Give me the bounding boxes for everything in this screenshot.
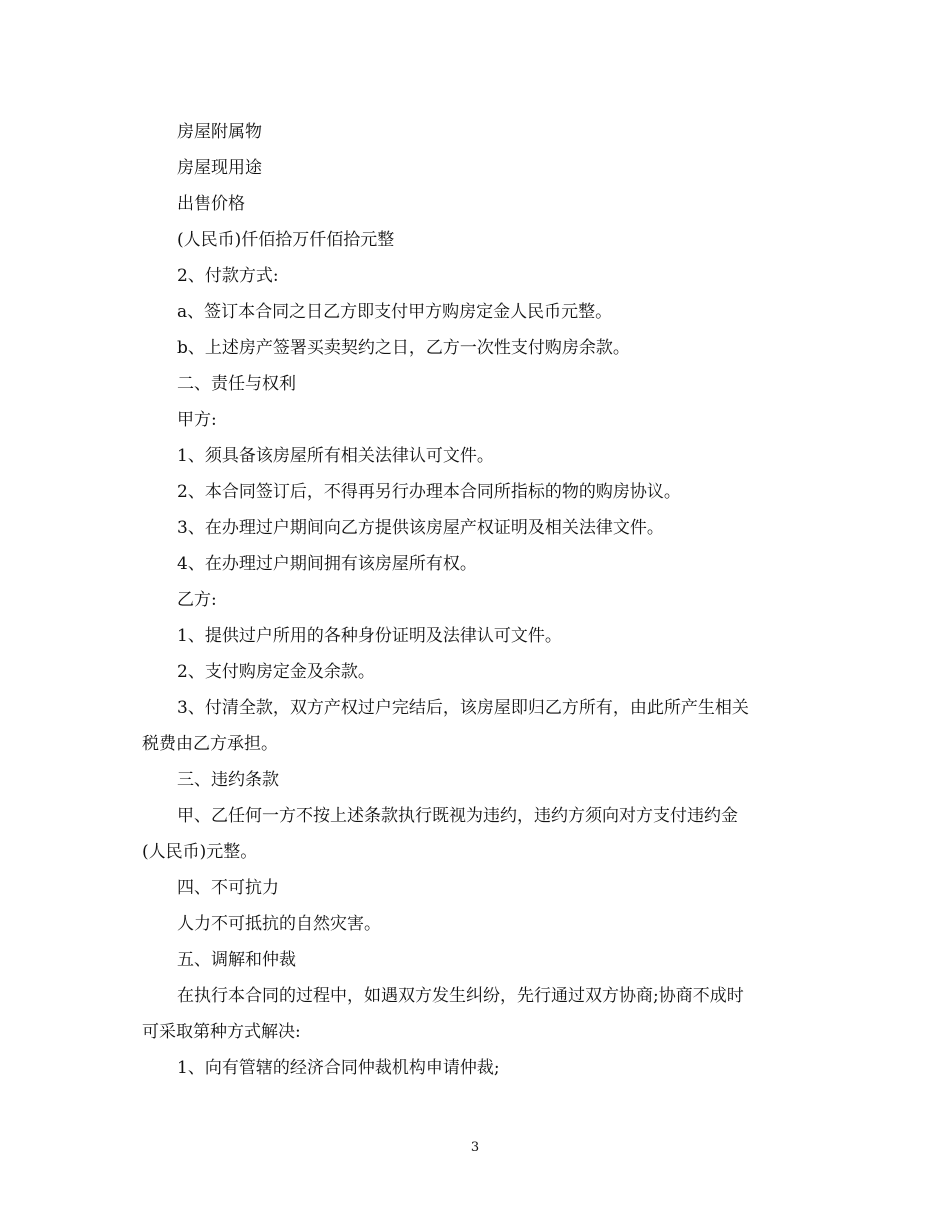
paragraph: 4、在办理过户期间拥有该房屋所有权。 bbox=[177, 554, 477, 574]
paragraph: 2、本合同签订后，不得再另行办理本合同所指标的物的购房协议。 bbox=[177, 482, 681, 502]
paragraph: 房屋附属物 bbox=[177, 122, 262, 142]
party-label: 甲方: bbox=[177, 410, 217, 430]
section-heading: 五、调解和仲裁 bbox=[177, 950, 296, 970]
page-number: 3 bbox=[470, 1140, 480, 1155]
section-heading: 四、不可抗力 bbox=[177, 878, 279, 898]
paragraph: 3、在办理过户期间向乙方提供该房屋产权证明及相关法律文件。 bbox=[177, 518, 664, 538]
paragraph: 1、须具备该房屋所有相关法律认可文件。 bbox=[177, 446, 494, 466]
section-heading: 二、责任与权利 bbox=[177, 374, 296, 394]
paragraph: 出售价格 bbox=[177, 194, 245, 214]
paragraph-continuation: (人民币)元整。 bbox=[142, 842, 258, 862]
paragraph: 房屋现用途 bbox=[177, 158, 262, 178]
paragraph: 甲、乙任何一方不按上述条款执行既视为违约，违约方须向对方支付违约金 bbox=[177, 806, 738, 826]
paragraph: 1、向有管辖的经济合同仲裁机构申请仲裁; bbox=[177, 1058, 500, 1078]
paragraph: 2、付款方式: bbox=[177, 266, 279, 286]
paragraph-continuation: 可采取第种方式解决: bbox=[142, 1022, 301, 1042]
paragraph: 2、支付购房定金及余款。 bbox=[177, 662, 375, 682]
paragraph: 人力不可抵抗的自然灾害。 bbox=[177, 914, 381, 934]
paragraph-continuation: 税费由乙方承担。 bbox=[142, 734, 278, 754]
paragraph: 3、付清全款，双方产权过户完结后，该房屋即归乙方所有，由此所产生相关 bbox=[177, 698, 749, 718]
paragraph: 1、提供过户所用的各种身份证明及法律认可文件。 bbox=[177, 626, 562, 646]
paragraph: b、上述房产签署买卖契约之日，乙方一次性支付购房余款。 bbox=[177, 338, 630, 358]
party-label: 乙方: bbox=[177, 590, 217, 610]
document-body bbox=[142, 114, 802, 1086]
section-heading: 三、违约条款 bbox=[177, 770, 279, 790]
paragraph: 在执行本合同的过程中，如遇双方发生纠纷，先行通过双方协商;协商不成时 bbox=[177, 986, 744, 1006]
paragraph: (人民币)仟佰拾万仟佰拾元整 bbox=[177, 230, 395, 250]
paragraph: a、签订本合同之日乙方即支付甲方购房定金人民币元整。 bbox=[177, 302, 613, 322]
